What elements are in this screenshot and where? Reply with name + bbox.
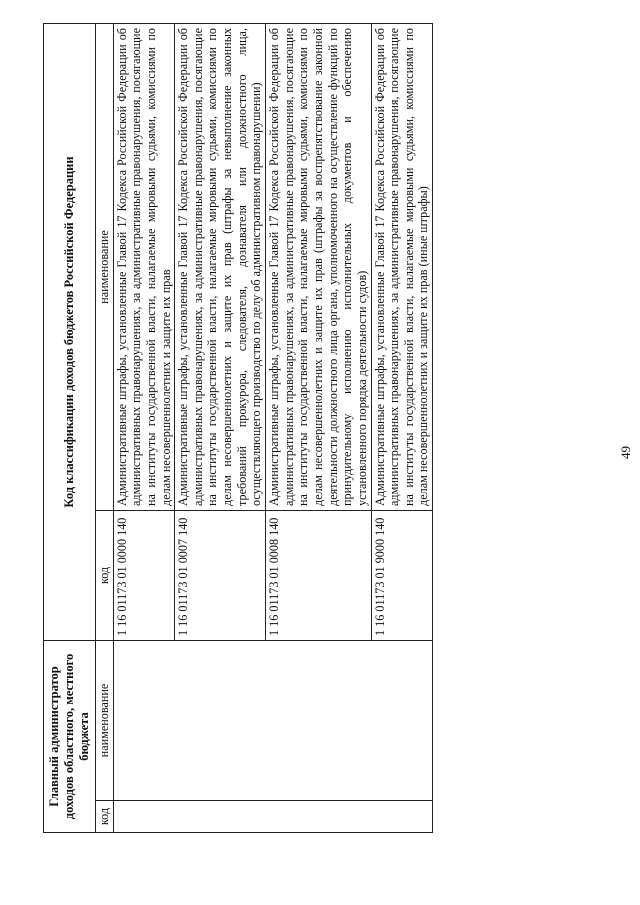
row-code: 1 16 01173 01 0008 140 <box>266 510 371 640</box>
row-name: Административные штрафы, установленные Главой 17 Кодекса Российской Федерации об административных правонарушениях, за административные правонарушения, посягающие на институты государственной власти, налагаемые мировыми судьями, комиссиями по делам несовершеннолетних и защите их прав (иные штрафы) <box>371 24 433 511</box>
admin-code-cell <box>113 801 432 833</box>
budget-classification-table <box>43 23 433 833</box>
row-name: Административные штрафы, установленные Главой 17 Кодекса Российской Федерации об административных правонарушениях, за административные правонарушения, посягающие на институты государственной власти, налагаемые мировыми судьями, комиссиями по делам несовершеннолетних и защите их прав (штрафы за невыполнение законных требований прокурора, следователя, дознавателя или должностного лица, осуществляющего производство по делу об административном правонарушении) <box>175 24 266 511</box>
row-name: Административные штрафы, установленные Главой 17 Кодекса Российской Федерации об административных правонарушениях, за административные правонарушения, посягающие на институты государственной власти, налагаемые мировыми судьями, комиссиями по делам несовершеннолетних и защите их прав <box>113 24 175 511</box>
budget-group-header: Код классификации доходов бюджетов Российской Федерации <box>44 24 96 641</box>
header-row-columns <box>96 24 114 833</box>
table-row <box>113 24 175 833</box>
admin-name-cell <box>113 640 432 800</box>
row-code: 1 16 01173 01 0000 140 <box>113 510 175 640</box>
page-number: 49 <box>618 446 633 459</box>
row-code: 1 16 01173 01 9000 140 <box>371 510 433 640</box>
budget-name-header: наименование <box>96 24 114 511</box>
row-code: 1 16 01173 01 0007 140 <box>175 510 266 640</box>
admin-name-header: наименование <box>96 640 114 800</box>
row-name: Административные штрафы, установленные Главой 17 Кодекса Российской Федерации об административных правонарушениях, за административные правонарушения, посягающие на институты государственной власти, налагаемые мировыми судьями, комиссиями по делам несовершеннолетних и защите их прав (штрафы за воспрепятствование законной деятельности должностного лица органа, уполномоченного на осуществление функций по принудительному исполнению исполнительных документов и обеспечению установленного порядка деятельности судов) <box>266 24 371 511</box>
budget-code-header: код <box>96 510 114 640</box>
header-row-groups <box>44 24 96 833</box>
admin-code-header: код <box>96 801 114 833</box>
admin-group-header: Главный администратор доходов областного, местного бюджета <box>44 640 96 832</box>
